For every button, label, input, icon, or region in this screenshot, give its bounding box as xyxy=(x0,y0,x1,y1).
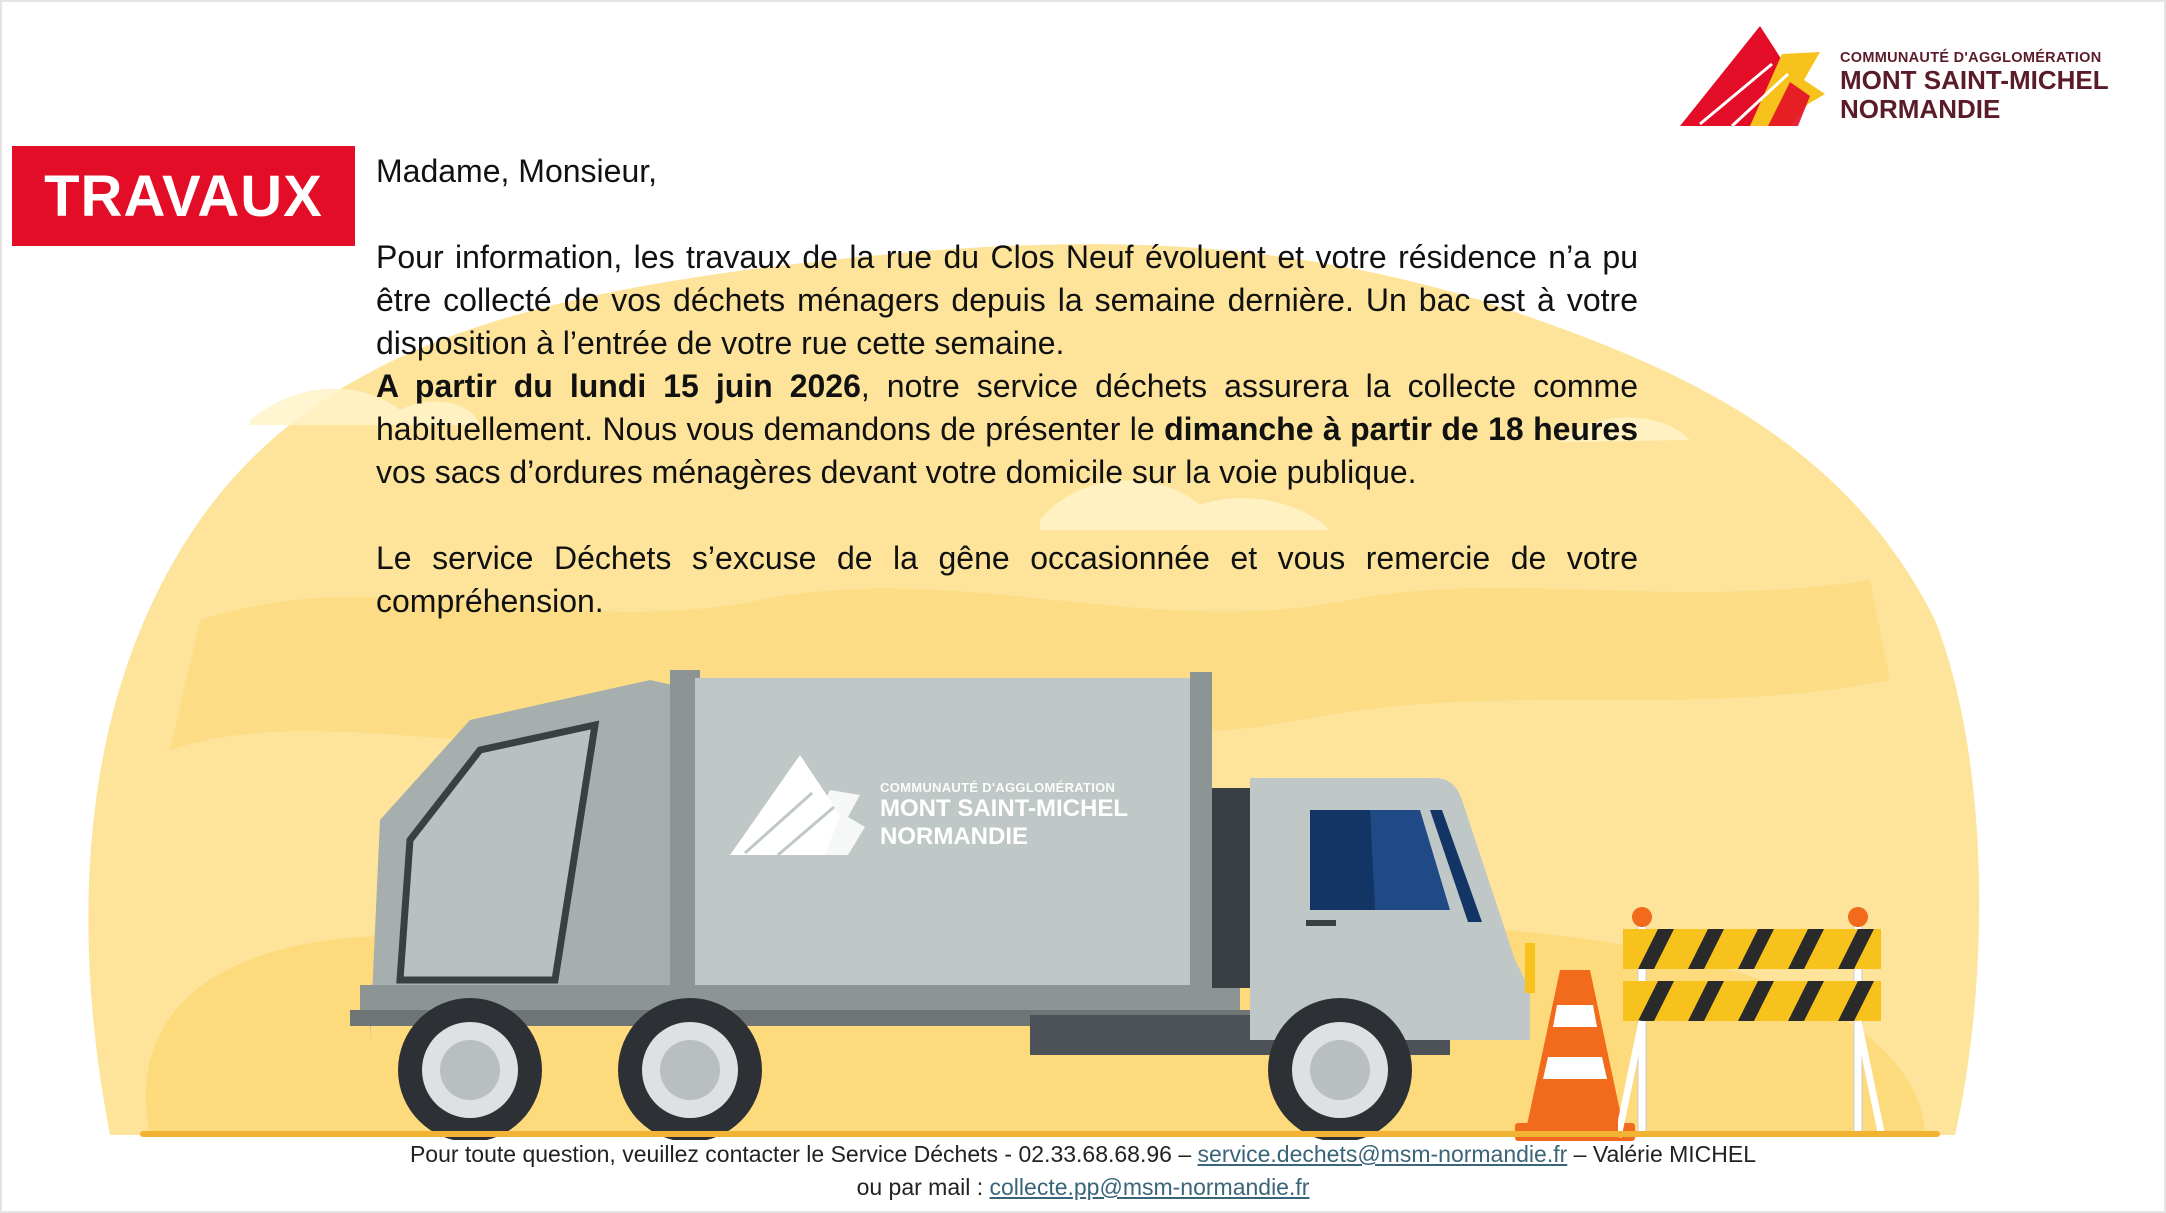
truck-logo-small: COMMUNAUTÉ D'AGGLOMÉRATION xyxy=(880,780,1116,795)
logo-mountain-icon xyxy=(1680,24,1840,134)
greeting: Madame, Monsieur, xyxy=(376,153,658,189)
logo-line-1: MONT SAINT-MICHEL xyxy=(1840,65,2109,95)
road-barrier-illustration xyxy=(1618,905,1888,1145)
footer-line-2 xyxy=(0,1171,2166,1204)
wheel-2 xyxy=(618,998,762,1140)
truck-logo-text xyxy=(880,780,1128,851)
wheel-3 xyxy=(1268,998,1412,1140)
footer-contact xyxy=(0,1138,2166,1204)
footer-contact-text: Pour toute question, veuillez contacter le Service Déchets - 02.33.68.68.96 – xyxy=(409,1141,1198,1167)
paragraph-3: Le service Déchets s’excuse de la gêne occasionnée et vous remercie de votre compréhension. xyxy=(376,540,1638,619)
paragraph-2-text-1: , notre service déchets assurera la collecte comme habituellement. Nous vous demandons de présenter le xyxy=(376,368,1639,447)
footer-line-1 xyxy=(0,1138,2166,1171)
paragraph-2 xyxy=(376,365,1638,494)
collection-time: dimanche à partir de 18 heures xyxy=(1164,411,1639,447)
garbage-truck-illustration xyxy=(350,660,1550,1140)
paragraph-1: Pour information, les travaux de la rue du Clos Neuf évoluent et votre résidence n’a pu être collecté de vos déchets ménagers depuis la semaine dernière. Un bac est à votre disposition à l’entrée de votre rue cette semaine. xyxy=(376,239,1638,361)
footer-mail-text: ou par mail : xyxy=(856,1174,990,1200)
service-email-link[interactable]: service.dechets@msm-normandie.fr xyxy=(1197,1141,1568,1167)
footer-contact-name: – Valérie MICHEL xyxy=(1567,1141,1757,1167)
ground-line xyxy=(140,1131,1940,1137)
truck-logo-line-1: MONT SAINT-MICHEL xyxy=(880,795,1128,822)
letter-body xyxy=(376,150,1638,623)
logo-line-2: NORMANDIE xyxy=(1840,94,2001,124)
collection-email-link[interactable]: collecte.pp@msm-normandie.fr xyxy=(989,1174,1310,1200)
wheel-1 xyxy=(398,998,542,1140)
paragraph-2-text-2: vos sacs d’ordures ménagères devant votre domicile sur la voie publique. xyxy=(376,454,1417,490)
truck-logo-line-2: NORMANDIE xyxy=(880,823,1028,850)
travaux-banner: TRAVAUX xyxy=(12,146,355,246)
traffic-cone-illustration xyxy=(1515,965,1635,1145)
spacer xyxy=(376,494,1638,537)
msm-normandie-logo xyxy=(1680,24,2140,134)
start-date: A partir du lundi 15 juin 2026 xyxy=(376,368,861,404)
logo-small-text: COMMUNAUTÉ D'AGGLOMÉRATION xyxy=(1840,50,2102,66)
